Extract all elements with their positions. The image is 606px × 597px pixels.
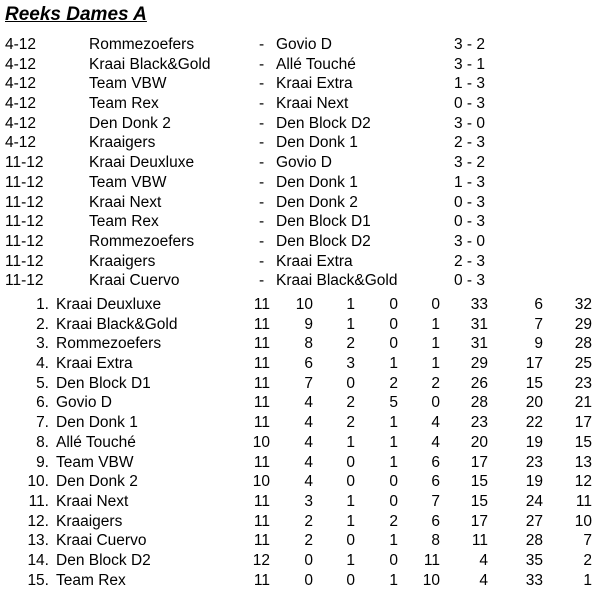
standings-rank: 5. [36, 374, 49, 392]
standings-sets-won: 11 [471, 532, 488, 550]
standings-sets-won: 33 [470, 296, 488, 313]
result-home-team: Team VBW [89, 75, 167, 93]
standings-lost-2-3: 5 [389, 394, 398, 412]
result-row [0, 114, 606, 134]
result-score: 3 - 2 [454, 36, 486, 53]
standings-rank: 11. [28, 492, 49, 510]
result-date: 4-12 [5, 114, 37, 132]
standings-team: Kraai Cuervo [56, 532, 147, 550]
result-away-team: Den Donk 1 [276, 134, 358, 152]
standings-lost-2-3: 1 [389, 453, 398, 471]
standings-table [0, 295, 606, 590]
standings-points: 32 [574, 296, 592, 313]
standings-played: 11 [253, 453, 270, 471]
standings-lost-2-3: 0 [389, 335, 398, 353]
standings-lost: 4 [431, 414, 440, 432]
result-score: 0 - 3 [454, 213, 486, 231]
standings-team: Den Donk 2 [56, 473, 138, 491]
result-score: 1 - 3 [454, 173, 486, 191]
standings-rank: 1. [36, 296, 49, 313]
standings-points: 13 [574, 453, 592, 471]
standings-lost-2-3: 0 [389, 551, 398, 569]
standings-played: 12 [252, 551, 270, 569]
standings-won-3-2: 1 [346, 551, 355, 569]
result-separator: - [259, 173, 265, 191]
standings-played: 11 [253, 315, 270, 333]
standings-lost: 7 [431, 492, 440, 510]
result-score: 3 - 0 [454, 114, 486, 132]
standings-points: 29 [574, 315, 592, 333]
standings-sets-won: 15 [470, 473, 488, 491]
standings-rank: 8. [36, 433, 49, 451]
standings-row [0, 393, 606, 413]
result-home-team: Kraai Next [89, 193, 162, 211]
standings-played: 11 [253, 335, 270, 353]
standings-lost: 0 [431, 394, 440, 412]
standings-sets-won: 17 [470, 512, 488, 530]
standings-won: 10 [295, 296, 313, 313]
result-away-team: Den Block D2 [276, 232, 371, 250]
standings-won: 7 [304, 374, 313, 392]
standings-lost: 4 [431, 433, 440, 451]
result-row [0, 133, 606, 153]
result-separator: - [259, 134, 265, 152]
result-home-team: Team Rex [89, 95, 159, 113]
standings-won-3-2: 1 [346, 433, 355, 451]
result-home-team: Rommezoefers [89, 232, 195, 250]
standings-won-3-2: 1 [346, 296, 355, 313]
standings-sets-won: 23 [470, 414, 488, 432]
result-date: 4-12 [5, 36, 37, 53]
standings-won-3-2: 0 [346, 532, 355, 550]
standings-team: Team Rex [56, 571, 126, 589]
standings-lost-2-3: 2 [389, 512, 398, 530]
result-score: 2 - 3 [454, 134, 486, 152]
standings-sets-lost: 7 [534, 315, 543, 333]
standings-team: Den Donk 1 [56, 414, 138, 432]
standings-won: 4 [304, 394, 313, 412]
result-home-team: Kraaigers [89, 134, 156, 152]
standings-points: 7 [583, 532, 592, 550]
standings-points: 1 [583, 571, 592, 589]
standings-won-3-2: 1 [346, 492, 355, 510]
result-separator: - [259, 36, 265, 53]
result-away-team: Kraai Extra [276, 252, 353, 270]
standings-sets-won: 20 [470, 433, 488, 451]
standings-rank: 7. [36, 414, 49, 432]
standings-won: 4 [304, 453, 313, 471]
standings-lost-2-3: 1 [389, 433, 398, 451]
standings-won: 2 [304, 532, 313, 550]
standings-team: Rommezoefers [56, 335, 162, 353]
standings-lost-2-3: 1 [389, 532, 398, 550]
standings-won-3-2: 3 [346, 355, 355, 373]
standings-lost: 6 [431, 473, 440, 491]
result-row [0, 252, 606, 272]
result-row [0, 232, 606, 252]
standings-row [0, 472, 606, 492]
standings-lost: 6 [431, 512, 440, 530]
standings-sets-lost: 15 [525, 374, 543, 392]
result-score: 3 - 1 [454, 55, 486, 73]
result-score: 0 - 3 [454, 95, 486, 113]
standings-lost: 0 [431, 296, 440, 313]
standings-sets-lost: 9 [534, 335, 543, 353]
result-date: 4-12 [5, 134, 37, 152]
standings-points: 28 [574, 335, 592, 353]
standings-points: 10 [574, 512, 592, 530]
result-row [0, 153, 606, 173]
standings-won: 4 [304, 433, 313, 451]
standings-lost-2-3: 0 [389, 492, 398, 510]
result-home-team: Kraai Cuervo [89, 272, 180, 290]
standings-played: 11 [253, 512, 270, 530]
standings-won: 3 [304, 492, 313, 510]
result-home-team: Den Donk 2 [89, 114, 171, 132]
standings-won-3-2: 1 [346, 512, 355, 530]
standings-team: Govio D [56, 394, 112, 412]
standings-won-3-2: 1 [346, 315, 355, 333]
standings-sets-won: 29 [470, 355, 488, 373]
result-home-team: Kraai Black&Gold [89, 55, 211, 73]
standings-won: 9 [304, 315, 313, 333]
standings-sets-lost: 33 [525, 571, 543, 589]
standings-sets-lost: 17 [525, 355, 543, 373]
standings-played: 11 [253, 374, 270, 392]
standings-sets-won: 26 [470, 374, 488, 392]
standings-sets-won: 4 [479, 551, 488, 569]
standings-row [0, 295, 606, 315]
standings-lost: 10 [422, 571, 440, 589]
result-date: 4-12 [5, 55, 37, 73]
standings-points: 21 [574, 394, 592, 412]
result-date: 4-12 [5, 75, 37, 93]
standings-won: 0 [304, 571, 313, 589]
standings-won-3-2: 2 [346, 414, 355, 432]
standings-row [0, 374, 606, 394]
standings-sets-lost: 23 [525, 453, 543, 471]
standings-row [0, 354, 606, 374]
result-away-team: Kraai Black&Gold [276, 272, 398, 290]
result-away-team: Allé Touché [276, 55, 356, 73]
standings-lost-2-3: 1 [389, 571, 398, 589]
standings-sets-lost: 19 [525, 473, 543, 491]
standings-won: 0 [304, 551, 313, 569]
standings-rank: 10. [27, 473, 49, 491]
standings-team: Team VBW [56, 453, 134, 471]
standings-won: 4 [304, 473, 313, 491]
result-date: 11-12 [5, 232, 44, 250]
standings-lost: 8 [431, 532, 440, 550]
standings-sets-lost: 24 [525, 492, 543, 510]
standings-won-3-2: 0 [346, 453, 355, 471]
standings-sets-won: 15 [470, 492, 488, 510]
result-score: 2 - 3 [454, 252, 486, 270]
page-title: Reeks Dames A [5, 4, 147, 25]
standings-sets-won: 31 [470, 315, 488, 333]
standings-rank: 2. [36, 315, 49, 333]
standings-won: 2 [304, 512, 313, 530]
result-separator: - [259, 252, 265, 270]
standings-sets-lost: 28 [525, 532, 543, 550]
standings-row [0, 315, 606, 335]
standings-won-3-2: 2 [346, 335, 355, 353]
standings-team: Allé Touché [56, 433, 136, 451]
standings-won: 4 [304, 414, 313, 432]
result-away-team: Govio D [276, 36, 332, 53]
standings-points: 23 [574, 374, 592, 392]
standings-sets-won: 4 [479, 571, 488, 589]
result-date: 11-12 [5, 252, 44, 270]
standings-lost-2-3: 0 [389, 296, 398, 313]
standings-sets-lost: 22 [525, 414, 543, 432]
standings-lost-2-3: 1 [389, 355, 398, 373]
standings-rank: 9. [36, 453, 49, 471]
standings-row [0, 492, 606, 512]
standings-points: 12 [574, 473, 592, 491]
result-separator: - [259, 213, 265, 231]
result-away-team: Den Block D1 [276, 213, 371, 231]
standings-team: Kraai Black&Gold [56, 315, 178, 333]
results-list [0, 35, 606, 291]
standings-played: 11 [253, 414, 270, 432]
result-row [0, 271, 606, 291]
result-row [0, 212, 606, 232]
result-date: 11-12 [5, 193, 44, 211]
standings-lost: 1 [431, 315, 440, 333]
standings-played: 11 [253, 532, 270, 550]
standings-team: Kraai Next [56, 492, 129, 510]
standings-points: 2 [583, 551, 592, 569]
standings-rank: 14. [27, 551, 49, 569]
result-date: 4-12 [5, 95, 37, 113]
result-score: 0 - 3 [454, 193, 486, 211]
standings-sets-won: 31 [470, 335, 488, 353]
standings-lost: 6 [431, 453, 440, 471]
result-row [0, 94, 606, 114]
result-row [0, 193, 606, 213]
standings-row [0, 512, 606, 532]
result-home-team: Team VBW [89, 173, 167, 191]
result-home-team: Kraaigers [89, 252, 156, 270]
result-home-team: Team Rex [89, 213, 159, 231]
standings-row [0, 551, 606, 571]
standings-points: 17 [574, 414, 592, 432]
standings-played: 11 [253, 296, 270, 313]
result-away-team: Kraai Extra [276, 75, 353, 93]
standings-lost: 2 [431, 374, 440, 392]
result-home-team: Rommezoefers [89, 36, 195, 53]
standings-sets-won: 28 [470, 394, 488, 412]
result-away-team: Den Donk 2 [276, 193, 358, 211]
standings-lost: 11 [423, 551, 440, 569]
standings-sets-lost: 20 [525, 394, 543, 412]
standings-lost-2-3: 1 [389, 414, 398, 432]
result-score: 0 - 3 [454, 272, 486, 290]
result-date: 11-12 [5, 173, 44, 191]
result-row [0, 74, 606, 94]
standings-team: Kraaigers [56, 512, 123, 530]
result-row [0, 173, 606, 193]
standings-team: Den Block D1 [56, 374, 151, 392]
result-separator: - [259, 95, 265, 113]
standings-played: 10 [252, 433, 270, 451]
standings-played: 11 [253, 571, 270, 589]
standings-row [0, 433, 606, 453]
standings-rank: 13. [27, 532, 49, 550]
standings-lost-2-3: 2 [389, 374, 398, 392]
standings-rank: 4. [36, 355, 49, 373]
result-separator: - [259, 193, 265, 211]
result-separator: - [259, 232, 265, 250]
standings-won-3-2: 0 [346, 374, 355, 392]
standings-sets-won: 17 [470, 453, 488, 471]
result-separator: - [259, 154, 265, 172]
standings-lost-2-3: 0 [389, 473, 398, 491]
result-row [0, 55, 606, 75]
standings-won-3-2: 0 [346, 571, 355, 589]
standings-lost: 1 [431, 335, 440, 353]
standings-played: 11 [253, 394, 270, 412]
result-row [0, 35, 606, 55]
result-away-team: Kraai Next [276, 95, 349, 113]
result-away-team: Govio D [276, 154, 332, 172]
standings-won-3-2: 0 [346, 473, 355, 491]
standings-sets-lost: 6 [534, 296, 543, 313]
standings-rank: 3. [36, 335, 49, 353]
standings-team: Kraai Deuxluxe [56, 296, 162, 313]
standings-won: 8 [304, 335, 313, 353]
standings-won: 6 [304, 355, 313, 373]
standings-team: Kraai Extra [56, 355, 133, 373]
standings-row [0, 453, 606, 473]
standings-sets-lost: 27 [525, 512, 543, 530]
standings-points: 11 [575, 492, 592, 510]
standings-played: 11 [253, 355, 270, 373]
standings-played: 10 [252, 473, 270, 491]
standings-team: Den Block D2 [56, 551, 151, 569]
standings-sets-lost: 35 [525, 551, 543, 569]
standings-sets-lost: 19 [525, 433, 543, 451]
result-date: 11-12 [5, 272, 44, 290]
result-separator: - [259, 114, 265, 132]
standings-rank: 15. [27, 571, 49, 589]
standings-row [0, 531, 606, 551]
standings-played: 11 [253, 492, 270, 510]
standings-points: 15 [574, 433, 592, 451]
standings-points: 25 [574, 355, 592, 373]
standings-lost: 1 [431, 355, 440, 373]
standings-row [0, 413, 606, 433]
standings-row [0, 571, 606, 591]
standings-lost-2-3: 0 [389, 315, 398, 333]
standings-rank: 6. [36, 394, 49, 412]
result-separator: - [259, 75, 265, 93]
result-home-team: Kraai Deuxluxe [89, 154, 195, 172]
result-separator: - [259, 272, 265, 290]
standings-won-3-2: 2 [346, 394, 355, 412]
result-date: 11-12 [5, 154, 44, 172]
result-score: 3 - 2 [454, 154, 486, 172]
result-score: 1 - 3 [454, 75, 486, 93]
result-away-team: Den Block D2 [276, 114, 371, 132]
standings-rank: 12. [27, 512, 49, 530]
result-away-team: Den Donk 1 [276, 173, 358, 191]
result-score: 3 - 0 [454, 232, 486, 250]
standings-row [0, 334, 606, 354]
result-date: 11-12 [5, 213, 44, 231]
result-separator: - [259, 55, 265, 73]
